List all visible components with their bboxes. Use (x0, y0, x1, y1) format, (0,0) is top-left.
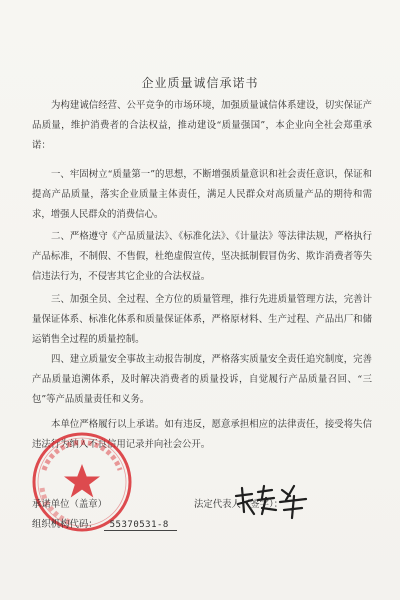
legal-representative-label: 法定代表人（签字）： (194, 499, 284, 510)
organization-code-label: 组织机构代码： (32, 519, 98, 530)
closing-paragraph: 本单位严格履行以上承诺。如有违反，愿意承担相应的法律责任，接受将失信违法行为纳入不良信用记录并向社会公开。 (32, 419, 372, 450)
star-icon (64, 464, 100, 498)
commitment-paragraph-4: 四、建立质量安全事故主动报告制度，严格落实质量安全责任追究制度，完善产品质量追溯体系，及时解决消费者的质量投诉，自觉履行产品质量召回、“三包”等产品质量责任和义务。 (32, 354, 372, 405)
organization-code-value: 55370531-8 (104, 520, 177, 531)
intro-paragraph: 为构建诚信经营、公平竞争的市场环境，加强质量诚信体系建设，切实保证产品质量，维护消费者的合法权益，推动建设“质量强国”，本企业向全社会郑重承诺： (32, 100, 372, 151)
commitment-paragraph-3: 三、加强全员、全过程、全方位的质量管理，推行先进质量管理方法，完善计量保证体系、标准化体系和质量保证体系，严格原材料、生产过程、产品出厂和储运销售全过程的质量控制。 (32, 294, 372, 345)
commitment-paragraph-1: 一、牢固树立“质量第一”的思想，不断增强质量意识和社会责任意识，保证和提高产品质量，落实企业质量主体责任，满足人民群众对高质量产品的期待和需求，增强人民群众的消费信心。 (32, 169, 372, 220)
organization-code-row (32, 516, 372, 531)
document-title: 企业质量诚信承诺书 (141, 76, 259, 90)
signature-row (32, 496, 372, 512)
promise-unit-label: 承诺单位（盖章） (32, 499, 108, 510)
commitment-paragraph-2: 二、严格遵守《产品质量法》、《标准化法》、《计量法》等法律法规，严格执行产品标准，不制假、不售假，杜绝虚假宣传，坚决抵制假冒伪劣、欺诈消费者等失信违法行为，不侵害其它企业的合法权益。 (32, 231, 372, 282)
